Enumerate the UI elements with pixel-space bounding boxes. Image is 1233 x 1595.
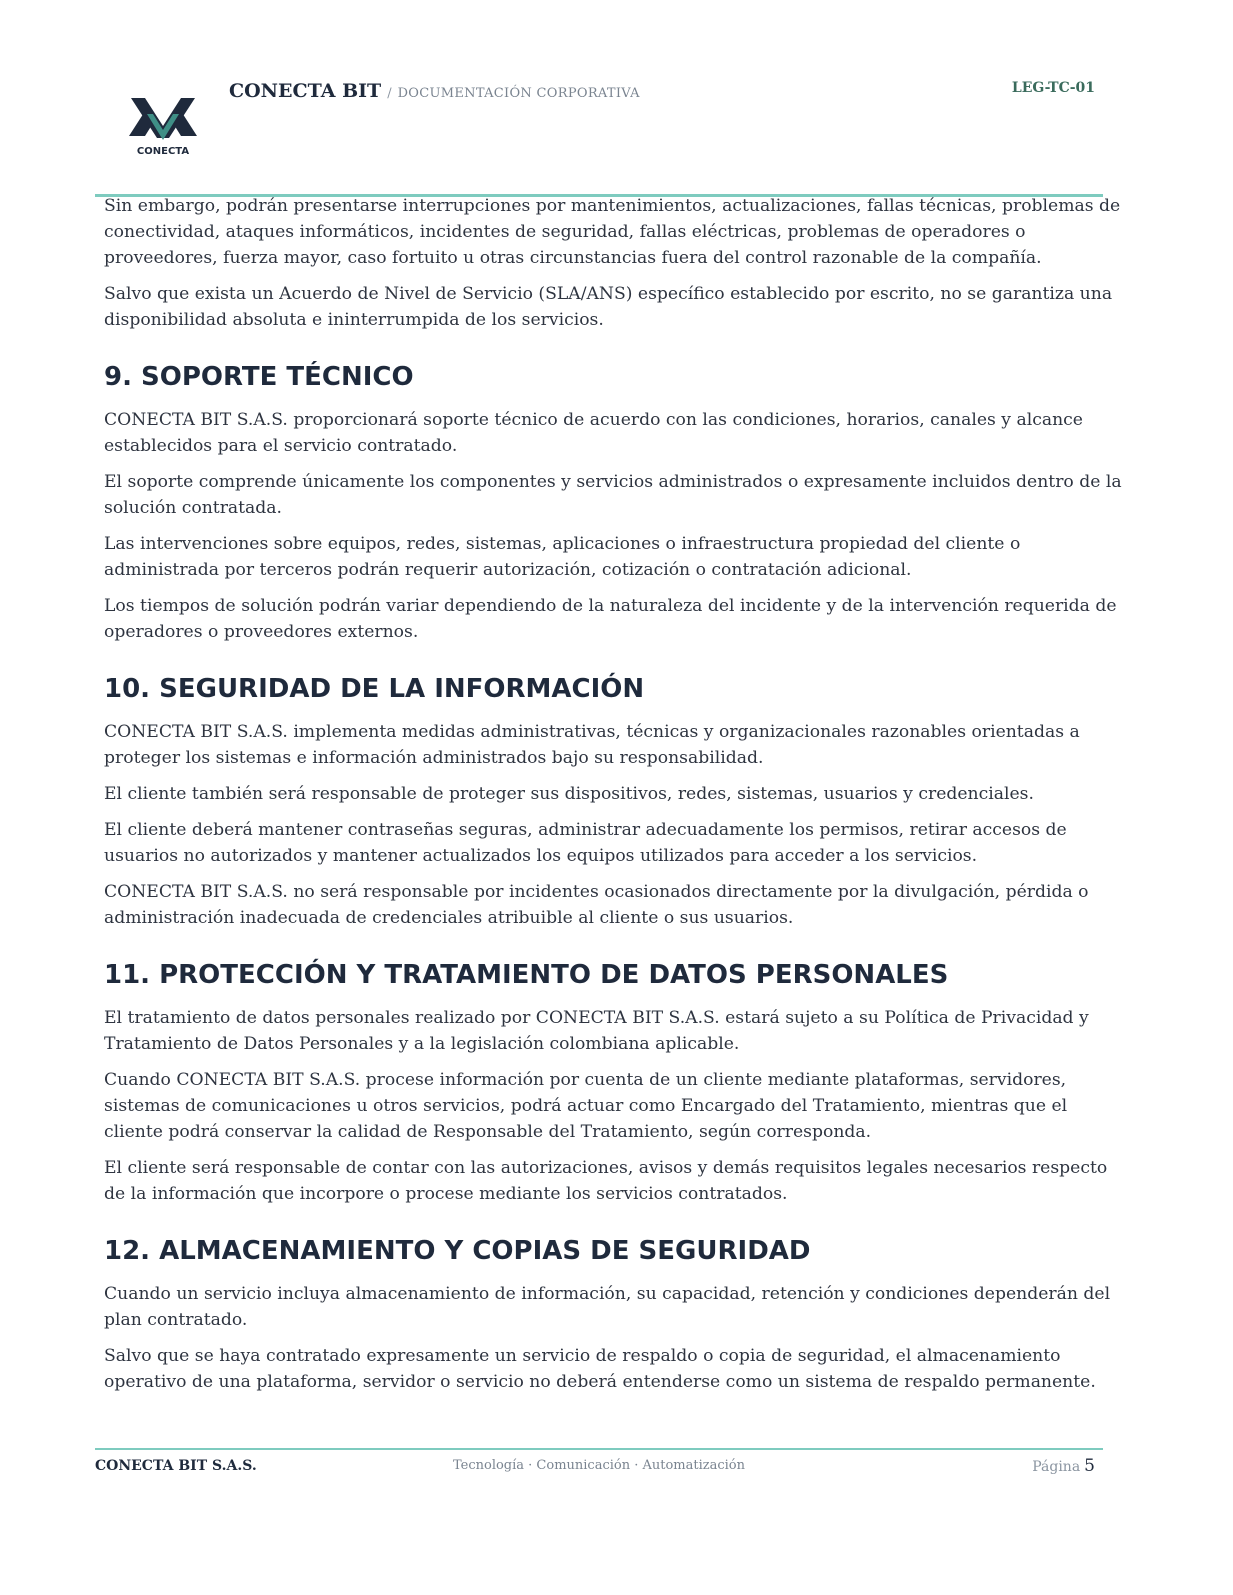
conecta-logo (123, 90, 203, 160)
footer-tagline: Tecnología · Comunicación · Automatización (452, 1458, 746, 1473)
section-paragraph: CONECTA BIT S.A.S. proporcionará soporte técnico de acuerdo con las condiciones, horarios, canales y alcance establecidos para el servicio contratado. (104, 410, 1083, 456)
section-paragraph: CONECTA BIT S.A.S. no será responsable por incidentes ocasionados directamente por la divulgación, pérdida o administración inadecuada de credenciales atribuible al cliente o sus usuarios. (104, 882, 1089, 928)
section-heading: 12. ALMACENAMIENTO Y COPIAS DE SEGURIDAD (104, 1236, 811, 1266)
section-paragraph: Cuando CONECTA BIT S.A.S. procese información por cuenta de un cliente mediante plataformas, servidores, sistemas de comunicaciones u otros servicios, podrá actuar como Encargado del Tratamiento, mientras que el cliente podrá conservar la calidad de Responsable del Tratamiento, según corresponda. (104, 1070, 1068, 1142)
section-paragraph: El soporte comprende únicamente los componentes y servicios administrados o expresamente incluidos dentro de la solución contratada. (104, 472, 1122, 518)
section-paragraph: CONECTA BIT S.A.S. implementa medidas administrativas, técnicas y organizacionales razonables orientadas a proteger los sistemas e información administrados bajo su responsabilidad. (104, 722, 1080, 768)
section-paragraph: El cliente también será responsable de proteger sus dispositivos, redes, sistemas, usuarios y credenciales. (104, 784, 1034, 804)
section-paragraph: Las intervenciones sobre equipos, redes, sistemas, aplicaciones o infraestructura propiedad del cliente o administrada por terceros podrán requerir autorización, cotización o contratación adicional. (104, 534, 1021, 580)
section-paragraph: El cliente deberá mantener contraseñas seguras, administrar adecuadamente los permisos, retirar accesos de usuarios no autorizados y mantener actualizados los equipos utilizados para acceder a los servicios. (104, 820, 1067, 866)
section-heading: 10. SEGURIDAD DE LA INFORMACIÓN (104, 674, 645, 704)
intro-paragraph: Sin embargo, podrán presentarse interrupciones por mantenimientos, actualizaciones, fallas técnicas, problemas de conectividad, ataques informáticos, incidentes de seguridad, fallas eléctricas, problemas de operadores o proveedores, fuerza mayor, caso fortuito u otras circunstancias fuera del control razonable de la compañía. (104, 196, 1121, 268)
logo-text: CONECTA (136, 146, 190, 157)
section-paragraph: Los tiempos de solución podrán variar dependiendo de la naturaleza del incidente y de la intervención requerida de operadores o proveedores externos. (104, 596, 1117, 642)
page-footer (95, 1448, 1103, 1490)
brand-name: CONECTA BIT (229, 80, 382, 102)
section-heading: 11. PROTECCIÓN Y TRATAMIENTO DE DATOS PERSONALES (104, 960, 949, 990)
section-heading: 9. SOPORTE TÉCNICO (104, 362, 414, 392)
section-paragraph: El cliente será responsable de contar con las autorizaciones, avisos y demás requisitos legales necesarios respecto de la información que incorpore o procese mediante los servicios contratados. (104, 1158, 1108, 1204)
document-code: LEG-TC-01 (1011, 80, 1095, 96)
page-label: Página (1032, 1459, 1081, 1475)
page-header (95, 70, 1103, 197)
intro-paragraph: Salvo que exista un Acuerdo de Nivel de Servicio (SLA/ANS) específico establecido por escrito, no se garantiza una disponibilidad absoluta e ininterrumpida de los servicios. (104, 284, 1113, 330)
page-number: 5 (1084, 1456, 1095, 1476)
brand-separator: / (387, 86, 392, 101)
section-paragraph: Cuando un servicio incluya almacenamiento de información, su capacidad, retención y condiciones dependerán del plan contratado. (104, 1284, 1111, 1330)
page-indicator (1032, 1456, 1095, 1476)
section-paragraph: Salvo que se haya contratado expresamente un servicio de respaldo o copia de seguridad, el almacenamiento operativo de una plataforma, servidor o servicio no deberá entenderse como un sistema de respaldo permanente. (104, 1346, 1096, 1392)
section-paragraph: El tratamiento de datos personales realizado por CONECTA BIT S.A.S. estará sujeto a su Política de Privacidad y Tratamiento de Datos Personales y a la legislación colombiana aplicable. (104, 1008, 1089, 1054)
brand-subtitle: DOCUMENTACIÓN CORPORATIVA (397, 86, 640, 101)
brand-title (229, 80, 640, 102)
footer-company: CONECTA BIT S.A.S. (95, 1458, 257, 1474)
document-body (104, 193, 1124, 1405)
